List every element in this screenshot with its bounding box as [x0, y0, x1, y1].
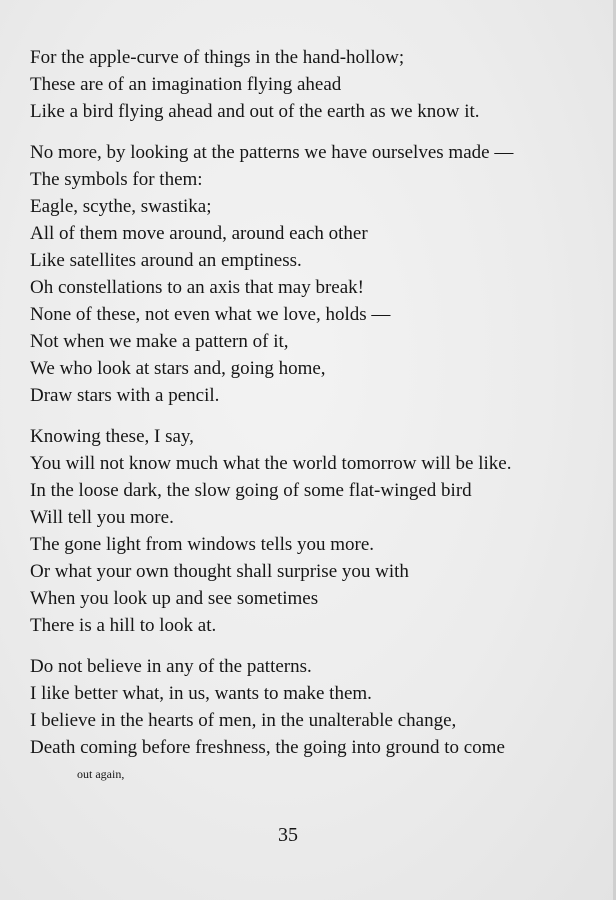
poem-line: Not when we make a pattern of it,	[30, 331, 289, 352]
poem-line: Like a bird flying ahead and out of the earth as we know it.	[30, 101, 480, 122]
poem-line: All of them move around, around each other	[30, 223, 368, 244]
poem-line: I like better what, in us, wants to make them.	[30, 683, 372, 704]
poem-line: When you look up and see sometimes	[30, 588, 319, 609]
poem-line: Draw stars with a pencil.	[30, 385, 220, 406]
stanza	[30, 44, 612, 125]
poem-line: Knowing these, I say,	[30, 426, 194, 447]
poem-line: The symbols for them:	[30, 169, 203, 190]
poem-line: Oh constellations to an axis that may break!	[30, 277, 364, 298]
poem-line: Or what your own thought shall surprise you with	[30, 561, 409, 582]
page-number: 35	[278, 824, 298, 846]
poem-line: The gone light from windows tells you more.	[30, 534, 375, 555]
poem-line: We who look at stars and, going home,	[30, 358, 326, 379]
poem-line: These are of an imagination flying ahead	[30, 74, 342, 95]
poem-line: Eagle, scythe, swastika;	[30, 196, 212, 217]
poem-line: Do not believe in any of the patterns.	[30, 656, 312, 677]
poem-line: There is a hill to look at.	[30, 615, 217, 636]
poem-line: None of these, not even what we love, holds —	[30, 304, 391, 325]
poem-line: Like satellites around an emptiness.	[30, 250, 302, 271]
stanza	[30, 139, 612, 409]
stanza	[30, 423, 612, 639]
poem-body	[30, 44, 612, 802]
poem-line: Will tell you more.	[30, 507, 174, 528]
poem-line-continuation: out again,	[77, 767, 125, 781]
poem-line: For the apple-curve of things in the hand-hollow;	[30, 47, 405, 68]
poem-line: Death coming before freshness, the going into ground to come	[30, 737, 505, 758]
stanza	[30, 653, 612, 788]
poem-line: You will not know much what the world tomorrow will be like.	[30, 453, 512, 474]
poem-line: In the loose dark, the slow going of some flat-winged bird	[30, 480, 472, 501]
poem-line: No more, by looking at the patterns we have ourselves made —	[30, 142, 514, 163]
poem-line: I believe in the hearts of men, in the unalterable change,	[30, 710, 457, 731]
